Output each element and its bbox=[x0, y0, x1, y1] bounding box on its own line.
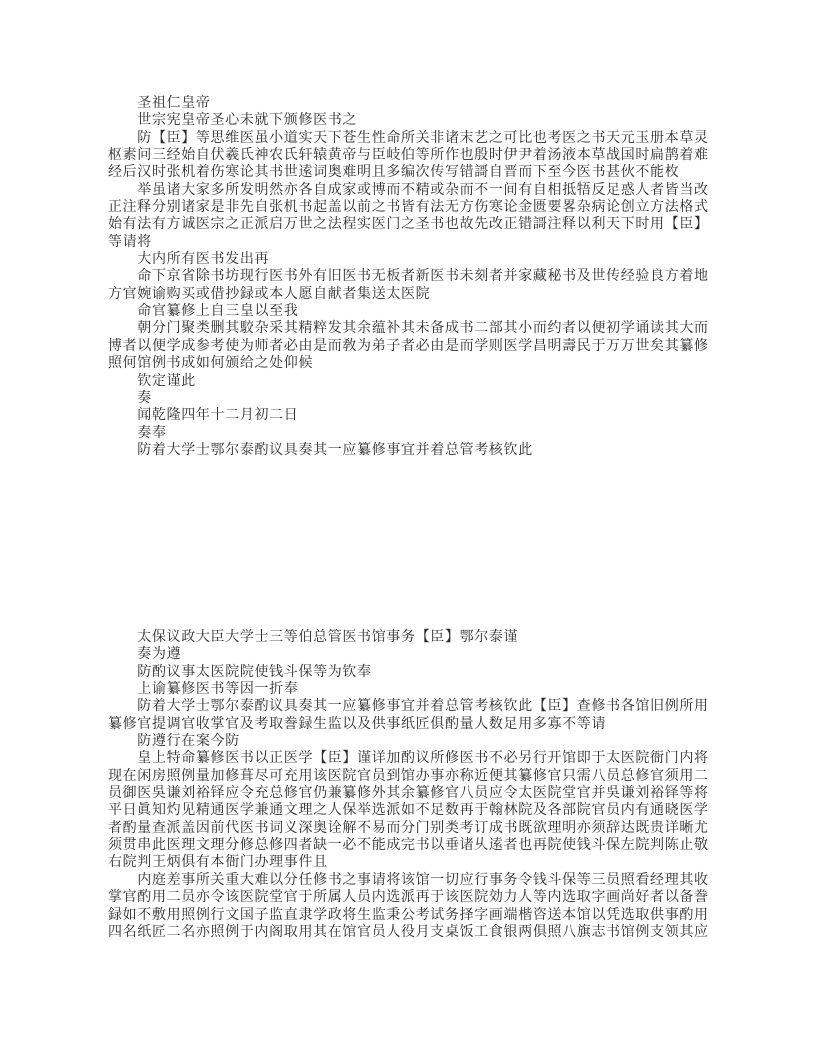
text-line: 防遵行在案今防 bbox=[137, 734, 240, 750]
text-line: 奏为遵 bbox=[137, 647, 182, 663]
text-line: 右院判王炳俱有本衙门办理事件且 bbox=[108, 855, 328, 871]
text-line: 朝分门聚类删其駮杂采其精粹发其余蕴补其未备成书二部其小而约者以便初学诵读其大而 bbox=[137, 321, 709, 337]
text-line: 防酌议事太医院院使钱斗保等为钦奉 bbox=[137, 664, 372, 680]
text-line: 録如不敷用照例行文国子监直隶学政将生监秉公考试务择字画端楷咨送本馆以凭选取供事酌用 bbox=[108, 907, 709, 923]
text-line: 上谕纂修医书等因一折奉 bbox=[137, 682, 299, 698]
text-line: 奏 bbox=[137, 390, 152, 406]
text-line: 者酌量查派盖因前代医书词义深奥诠解不易而分门别类考订成书既欲理明亦须辞达既贵详晰尤 bbox=[108, 820, 709, 836]
text-line: 钦定谨此 bbox=[137, 373, 196, 389]
text-line: 防【臣】等思维医虽小道实天下苍生性命所关非诸末艺之可比也考医之书天元玉册本草灵 bbox=[137, 130, 709, 146]
text-line: 纂修官提调官收掌官及考取誊録生监以及供事纸匠俱酌量人数足用多寡不等请 bbox=[108, 716, 607, 732]
text-line: 方官婉谕购买或借抄録或本人愿自献者集送太医院 bbox=[108, 286, 431, 302]
text-line: 博者以便学成参考使为师者必由是而敎为弟子者必由是而学则医学昌明壽民于万万世矣其纂修 bbox=[108, 338, 709, 354]
text-line: 枢素问三经始自伏羲氏神农氏轩辕黄帝与臣岐伯等所作也殷时伊尹着汤液本草战国时扁鹊着难 bbox=[108, 148, 709, 164]
text-line: 圣祖仁皇帝 bbox=[137, 96, 211, 111]
text-line: 命下京省除书坊现行医书外有旧医书无板者新医书未刻者并家藏秘书及世传经验良方着地 bbox=[137, 269, 709, 285]
text-line: 奏奉 bbox=[137, 425, 167, 441]
text-line: 防着大学士鄂尔泰酌议具奏其一应纂修事宜并着总管考核钦此【臣】查修书各馆旧例所用 bbox=[137, 699, 709, 715]
text-line: 四名纸匠二名亦照例于内阁取用其在馆官员人役月支桌饭工食银两俱照八旗志书馆例支领其应 bbox=[108, 924, 709, 940]
text-line: 太保议政大臣大学士三等伯总管医书馆事务【臣】鄂尔泰谨 bbox=[137, 630, 519, 645]
text-line: 现在闲房照例量加修葺尽可充用该医院官员到馆办事亦称近便其纂修官只需八员总修官须用二 bbox=[108, 768, 709, 784]
text-line: 员御医吳谦刘裕铎应令充总修官仍兼纂修外其余纂修官八员应令太医院堂官并吳谦刘裕铎等将 bbox=[108, 786, 709, 802]
memorial-request-block bbox=[108, 95, 714, 459]
ortai-deliberation-block bbox=[108, 629, 714, 941]
text-line: 经后汉时张机着伤寒论其书世逺词奥难明且多编次传写错謌自晋而下至今医书甚伙不能枚 bbox=[108, 165, 680, 181]
text-line: 照何馆例书成如何颁给之处仰候 bbox=[108, 356, 314, 372]
text-line: 掌官酌用二员亦令该医院堂官于所属人员内选派再于该医院効力人等内选取字画尚好者以备誊 bbox=[108, 890, 709, 906]
text-line: 闻乾隆四年十二月初二日 bbox=[137, 408, 299, 424]
text-line: 防着大学士鄂尔泰酌议具奏其一应纂修事宜并着总管考核钦此 bbox=[137, 442, 533, 458]
text-line: 始有法有方诚医宗之正派启万世之法程实医门之圣书也故先改正错謌注释以利天下时用【臣】 bbox=[108, 217, 709, 233]
text-line: 大内所有医书发出再 bbox=[137, 252, 270, 268]
text-line: 举虽诸大家多所发明然亦各自成家或博而不精或杂而不一间有自相抵牾反足惑人者皆当改 bbox=[137, 182, 709, 198]
text-line: 命官纂修上自三皇以至我 bbox=[137, 304, 299, 320]
text-line: 等请将 bbox=[108, 234, 152, 250]
text-line: 平日眞知灼见精通医学兼通文理之人保举选派如不足数再于翰林院及各部院官员内有通晓医学 bbox=[108, 803, 709, 819]
text-line: 皇上特命纂修医书以正医学【臣】谨详加酌议所修医书不必另行开馆即于太医院衙门内将 bbox=[137, 751, 709, 767]
text-line: 内庭差事所关重大难以分任修书之事请将该馆一切应行事务令钱斗保等三员照看经理其收 bbox=[137, 872, 709, 888]
text-line: 正注释分别诸家是非先自张机书起盖以前之书皆有法无方伤寒论金匮要畧杂病论创立方法格式 bbox=[108, 200, 709, 216]
text-line: 须贯串此医理文理分修总修四者缺一必不能成完书以垂诸乆逺者也再院使钱斗保左院判陈止敬 bbox=[108, 838, 709, 854]
text-line: 世宗宪皇帝圣心未就下颁修医书之 bbox=[137, 113, 358, 129]
